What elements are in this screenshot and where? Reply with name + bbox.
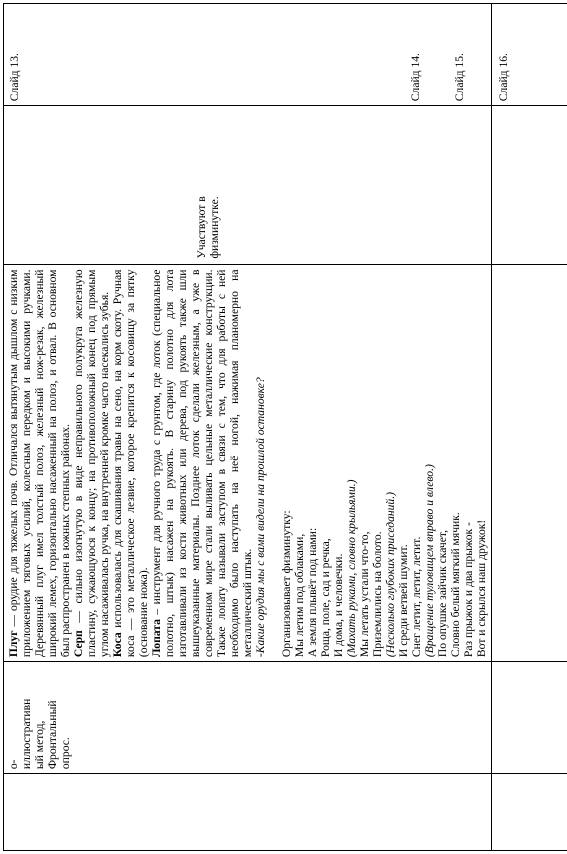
poem-line: А земля плывёт под нами: xyxy=(306,527,319,658)
serp-term: Серп xyxy=(72,630,85,658)
poem-line: Вот и скрылся наш дружок! xyxy=(475,519,488,658)
lopata-paragraph xyxy=(150,269,254,657)
empty-cell xyxy=(492,106,567,265)
pupil-line: Участвуют в xyxy=(195,196,208,259)
poem-line: Роща, поле, сад и речка, xyxy=(319,538,332,658)
poem-line: (Несколько глубоких приседаний.) xyxy=(384,492,397,658)
pupil-line: физминутке. xyxy=(208,196,221,259)
poem-line: (Махать руками, словно крыльями.) xyxy=(345,479,358,658)
question-text: -Какие орудия мы с вами видели на прошлой остановке? xyxy=(254,377,267,658)
poem-line: Мы летим под облаками, xyxy=(293,533,306,658)
methods-cell xyxy=(4,662,492,774)
empty-cell xyxy=(492,662,567,774)
plug-paragraph xyxy=(7,269,72,657)
methods-line: иллюстративн xyxy=(20,698,33,770)
teacher-activity-cell xyxy=(4,265,492,662)
plug-term: Плуг xyxy=(7,630,20,658)
pupil-activity-cell xyxy=(4,106,492,265)
lesson-plan-table xyxy=(3,3,567,851)
poem-line: Мы летать устали что-то, xyxy=(358,531,371,658)
slide-label: Слайд 15. xyxy=(453,53,466,102)
empty-cell xyxy=(492,265,567,662)
poem-line: Приземлились на болото. xyxy=(371,531,384,658)
poem-line: Раз прыжок и два прыжок - xyxy=(462,522,475,658)
slide-label: Слайд 14. xyxy=(409,53,422,102)
slides-cell xyxy=(4,4,510,106)
poem xyxy=(293,269,488,657)
slide-label: Слайд 13. xyxy=(8,53,21,102)
poem-line: (Вращение туловищем вправо и влево.) xyxy=(423,464,436,658)
poem-line: Снег летит, летит, летит. xyxy=(410,536,423,658)
poem-line: По опушке зайчик скачет, xyxy=(436,530,449,658)
poem-line: Словно белый мягкий мячик. xyxy=(449,512,462,658)
kosa-term: Коса xyxy=(111,632,124,658)
poem-line: И среди ветвей шумит. xyxy=(397,544,410,658)
poem-line: И дома, и человечки. xyxy=(332,553,345,658)
methods-line: о- xyxy=(7,759,20,770)
methods-line: Фронтальный xyxy=(46,700,59,770)
empty-cell xyxy=(492,774,567,851)
slide-label: Слайд 16. xyxy=(497,53,510,102)
lopata-text: – инструмент для ручного труда с грунтом, где лоток (специальное полотно, штык) насажен на рукоять. В старину полотно для лота изготавливали из кости животных или дерева, под рукоять также шли вышеуказанные материалы. Позднее лоток сделали железным, а уже в современном мире стали выливать цельные металлические конструкции. Также лопату называли заступом в связи с тем, что для работы с ней необходимо было наступать на неё ногой, нажимая планомерно на металлический штык. xyxy=(150,269,254,658)
kosa-paragraph xyxy=(111,269,150,657)
table-row xyxy=(492,4,567,851)
lopata-term: Лопата xyxy=(150,619,163,658)
table-row xyxy=(4,4,492,851)
methods-line: ый метод, xyxy=(33,720,46,770)
serp-text: — сильно изогнутую в виде неправильного полукруга железную пластину, сужающуюся к концу; на противоположный конец под прямым углом насаживалась ручка, на внутренней кромке часто насекались зубья. xyxy=(72,269,111,658)
serp-paragraph xyxy=(72,269,111,657)
plug-text: — орудие для тяжелых почв. Отличался вытянутым дышлом с низким приложением тяговых усилий, колесным передком и высокими ручками. Деревянный плуг имел толстый полоз, железный нож-резак, железный широкий лемех, горизонтально насаженный на полоз, и отвал. В основном был распространен в южных степных районах. xyxy=(7,269,72,658)
blank-cell xyxy=(4,774,492,851)
kosa-text: использовалась для скашивания травы на сено, на корм скоту. Ручная коса — это металлическое лезвие, которое крепится к косовищу за пятку (основание ножа). xyxy=(111,269,150,658)
pause-intro: Организовывает физминутку: xyxy=(280,510,293,658)
methods-line: опрос. xyxy=(59,737,72,770)
